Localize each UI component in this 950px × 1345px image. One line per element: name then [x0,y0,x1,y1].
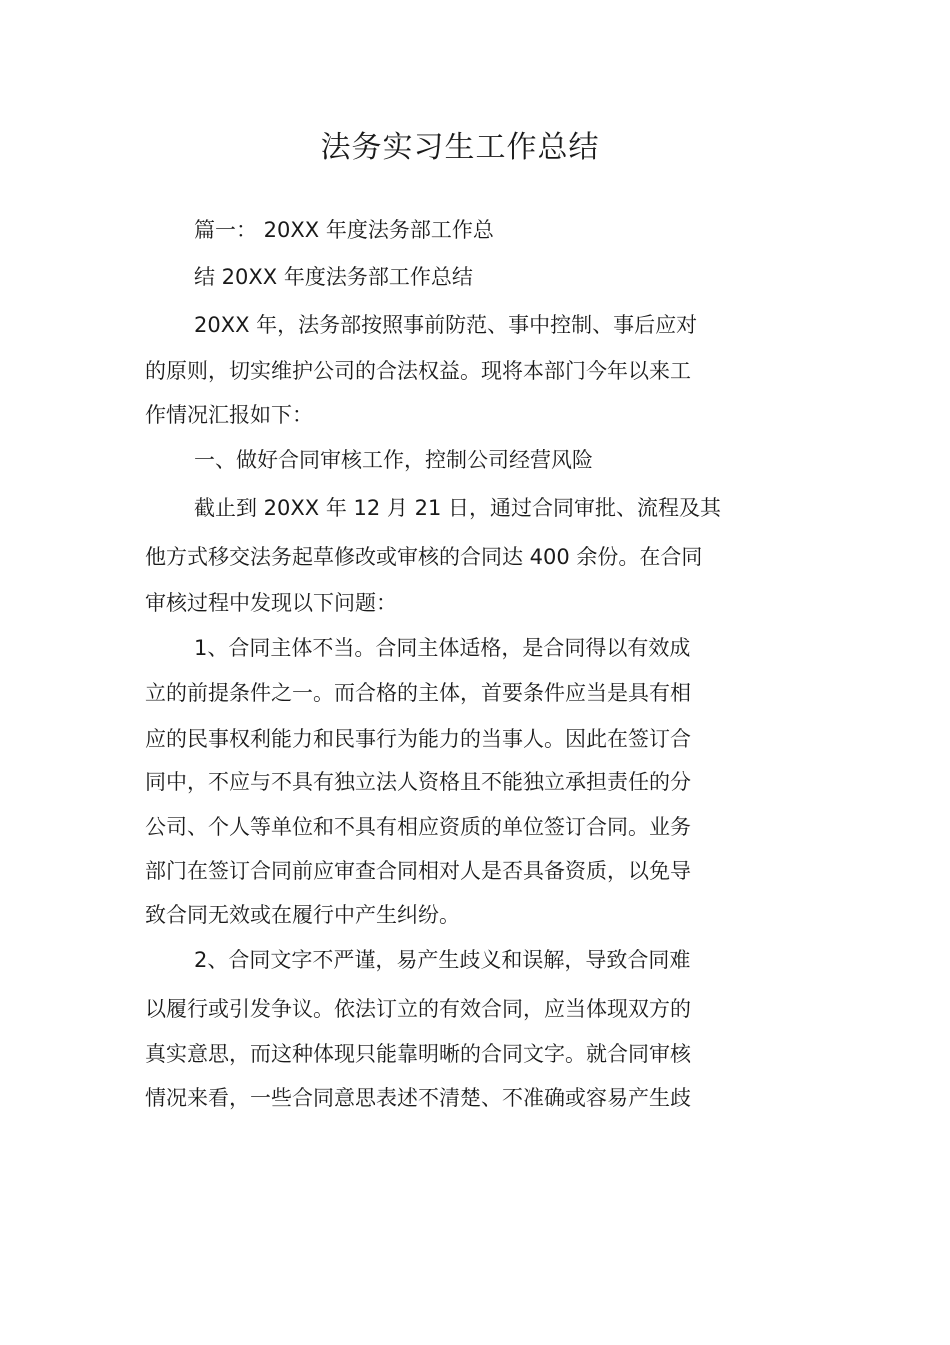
text-line: 立的前提条件之一。而合格的主体，首要条件应当是具有相 [145,681,691,705]
text-line: 篇一： 20XX 年度法务部工作总 [194,218,494,242]
text-line: 的原则，切实维护公司的合法权益。现将本部门今年以来工 [145,359,691,383]
text-line: 他方式移交法务起草修改或审核的合同达 400 余份。在合同 [145,545,703,569]
text-line: 应的民事权利能力和民事行为能力的当事人。因此在签订合 [145,727,691,751]
text-line: 以履行或引发争议。依法订立的有效合同，应当体现双方的 [145,997,691,1021]
page-title: 法务实习生工作总结 [320,130,600,165]
text-line: 部门在签订合同前应审查合同相对人是否具备资质，以免导 [145,859,691,883]
text-line: 截止到 20XX 年 12 月 21 日，通过合同审批、流程及其 [194,496,721,520]
text-line: 公司、个人等单位和不具有相应资质的单位签订合同。业务 [145,815,691,839]
list-item: 1、合同主体不当。合同主体适格，是合同得以有效成 [194,636,691,660]
text-line: 致合同无效或在履行中产生纠纷。 [145,903,460,927]
text-line: 情况来看，一些合同意思表述不清楚、不准确或容易产生歧 [145,1086,691,1110]
section-heading: 一、做好合同审核工作，控制公司经营风险 [194,448,593,472]
text-line: 同中，不应与不具有独立法人资格且不能独立承担责任的分 [145,770,691,794]
list-item: 2、合同文字不严谨，易产生歧义和误解，导致合同难 [194,948,691,972]
text-line: 作情况汇报如下： [145,403,313,427]
text-line: 结 20XX 年度法务部工作总结 [194,265,473,289]
text-line: 20XX 年，法务部按照事前防范、事中控制、事后应对 [194,313,698,337]
text-line: 审核过程中发现以下问题： [145,591,397,615]
text-line: 真实意思，而这种体现只能靠明晰的合同文字。就合同审核 [145,1042,691,1066]
